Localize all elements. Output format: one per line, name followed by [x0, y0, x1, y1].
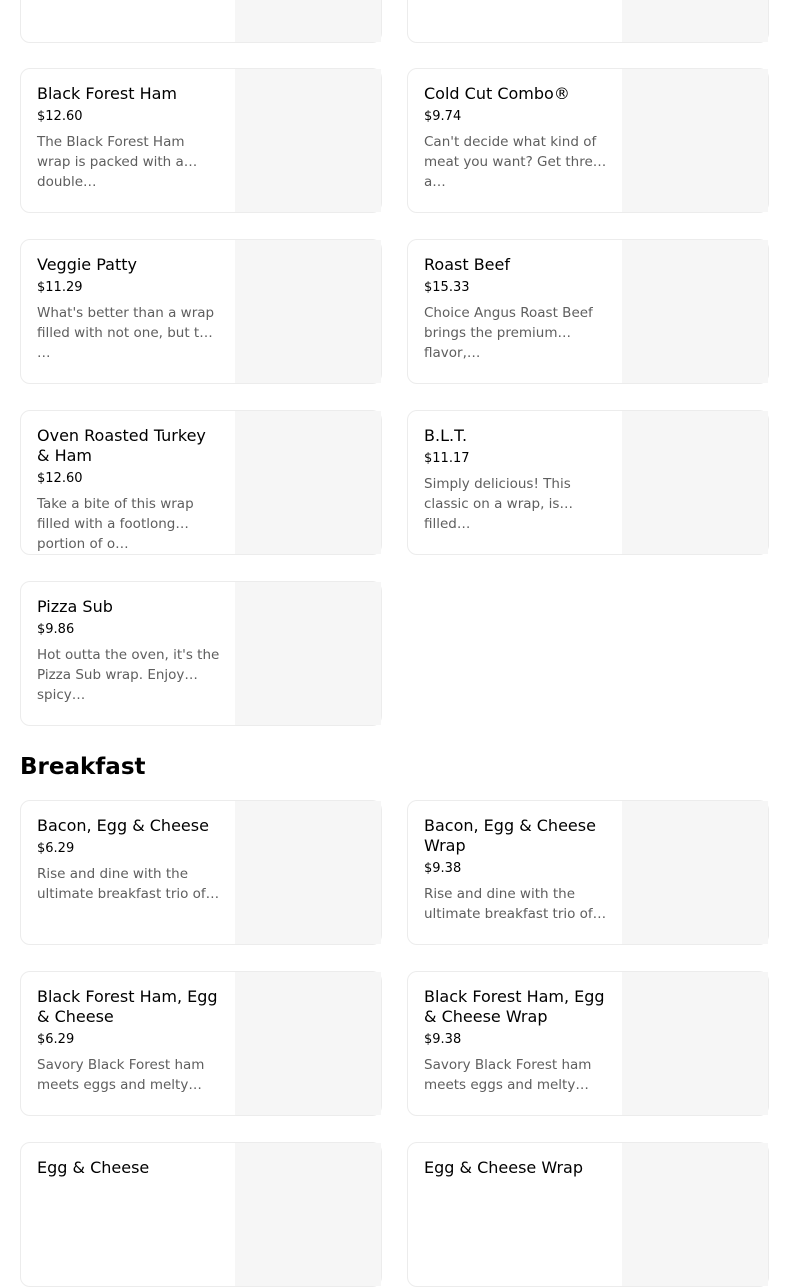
- menu-item-card[interactable]: [20, 581, 382, 726]
- menu-item-text: [424, 816, 607, 924]
- menu-item-text: [424, 426, 607, 532]
- menu-item-description: Rise and dine with the ultimate breakfast trio of…: [37, 866, 220, 902]
- menu-item-price: $12.60: [37, 109, 83, 124]
- menu-item-name: Black Forest Ham, Egg & Cheese Wrap: [424, 987, 605, 1026]
- menu-item-text: [424, 255, 607, 361]
- menu-item-card[interactable]: [20, 0, 382, 43]
- menu-item-image: [622, 972, 768, 1115]
- menu-item-description: Simply delicious! This classic on a wrap, is filled…: [424, 476, 571, 532]
- menu-item-price: $12.60: [37, 471, 83, 486]
- menu-item-price: $6.29: [37, 841, 75, 856]
- menu-item-card[interactable]: [20, 68, 382, 213]
- menu-item-card[interactable]: [20, 239, 382, 384]
- menu-item-card[interactable]: [407, 68, 769, 213]
- section-title-breakfast: Breakfast: [20, 754, 146, 780]
- menu-item-description: Savory Black Forest ham meets eggs and melty…: [424, 1057, 592, 1093]
- menu-item-price: $9.86: [37, 622, 75, 637]
- menu-item-image: [235, 1143, 381, 1286]
- menu-item-name: Veggie Patty: [37, 255, 137, 274]
- menu-item-image: [622, 69, 768, 212]
- menu-item-text: [424, 987, 607, 1095]
- menu-item-image: [622, 0, 768, 42]
- menu-item-description: The Black Forest Ham wrap is packed with a double…: [37, 134, 185, 190]
- menu-item-price: $11.29: [37, 280, 83, 295]
- menu-item-description: Can't decide what kind of meat you want? Get three a…: [424, 134, 602, 190]
- menu-item-name: Black Forest Ham: [37, 84, 177, 103]
- menu-item-name: Roast Beef: [424, 255, 510, 274]
- menu-item-name: Oven Roasted Turkey & Ham: [37, 426, 206, 465]
- menu-item-image: [622, 801, 768, 944]
- menu-item-text: [37, 255, 220, 361]
- menu-item-image: [235, 69, 381, 212]
- menu-item-card[interactable]: [407, 239, 769, 384]
- menu-item-name: Pizza Sub: [37, 597, 113, 616]
- menu-item-text: [424, 84, 607, 190]
- menu-item-description: Savory Black Forest ham meets eggs and melty…: [37, 1057, 205, 1093]
- menu-item-text: [37, 987, 220, 1095]
- menu-item-text: [424, 1158, 607, 1184]
- menu-item-name: Black Forest Ham, Egg & Cheese: [37, 987, 218, 1026]
- menu-item-price: $9.74: [424, 109, 462, 124]
- menu-item-price: $15.33: [424, 280, 470, 295]
- menu-item-image: [622, 411, 768, 554]
- menu-item-card[interactable]: [407, 1142, 769, 1287]
- menu-item-name: Cold Cut Combo®: [424, 84, 570, 103]
- menu-item-card[interactable]: [407, 971, 769, 1116]
- menu-item-description: Rise and dine with the ultimate breakfast trio of…: [424, 886, 607, 922]
- menu-item-card[interactable]: [407, 800, 769, 945]
- menu-item-card[interactable]: [20, 971, 382, 1116]
- menu-item-text: [37, 816, 220, 904]
- menu-item-text: [37, 84, 220, 190]
- menu-item-description: Hot outta the oven, it's the Pizza Sub wrap. Enjoy spicy…: [37, 647, 220, 703]
- menu-item-name: Bacon, Egg & Cheese Wrap: [424, 816, 596, 855]
- menu-item-card[interactable]: [407, 0, 769, 43]
- menu-item-card[interactable]: [20, 1142, 382, 1287]
- menu-item-text: [37, 1158, 220, 1184]
- menu-item-image: [235, 582, 381, 725]
- menu-item-price: $11.17: [424, 451, 470, 466]
- menu-item-image: [235, 411, 381, 554]
- menu-item-price: $9.38: [424, 861, 462, 876]
- menu-item-card[interactable]: [407, 410, 769, 555]
- menu-item-price: $6.29: [37, 1032, 75, 1047]
- menu-item-description: Choice Angus Roast Beef brings the premium flavor,…: [424, 305, 593, 361]
- menu-item-image: [235, 240, 381, 383]
- menu-item-name: Bacon, Egg & Cheese: [37, 816, 209, 835]
- menu-item-image: [622, 1143, 768, 1286]
- menu-item-image: [235, 972, 381, 1115]
- menu-item-name: Egg & Cheese: [37, 1158, 150, 1177]
- menu-item-name: B.L.T.: [424, 426, 468, 445]
- menu-item-image: [622, 240, 768, 383]
- menu-item-image: [235, 801, 381, 944]
- menu-item-text: [37, 597, 220, 703]
- menu-item-name: Egg & Cheese Wrap: [424, 1158, 583, 1177]
- menu-item-description: What's better than a wrap filled with not one, but two …: [37, 305, 219, 361]
- menu-item-image: [235, 0, 381, 42]
- menu-item-card[interactable]: [20, 800, 382, 945]
- menu-item-price: $9.38: [424, 1032, 462, 1047]
- menu-item-description: Take a bite of this wrap filled with a footlong portion of o…: [37, 496, 194, 552]
- menu-item-text: [37, 426, 220, 552]
- menu-item-card[interactable]: [20, 410, 382, 555]
